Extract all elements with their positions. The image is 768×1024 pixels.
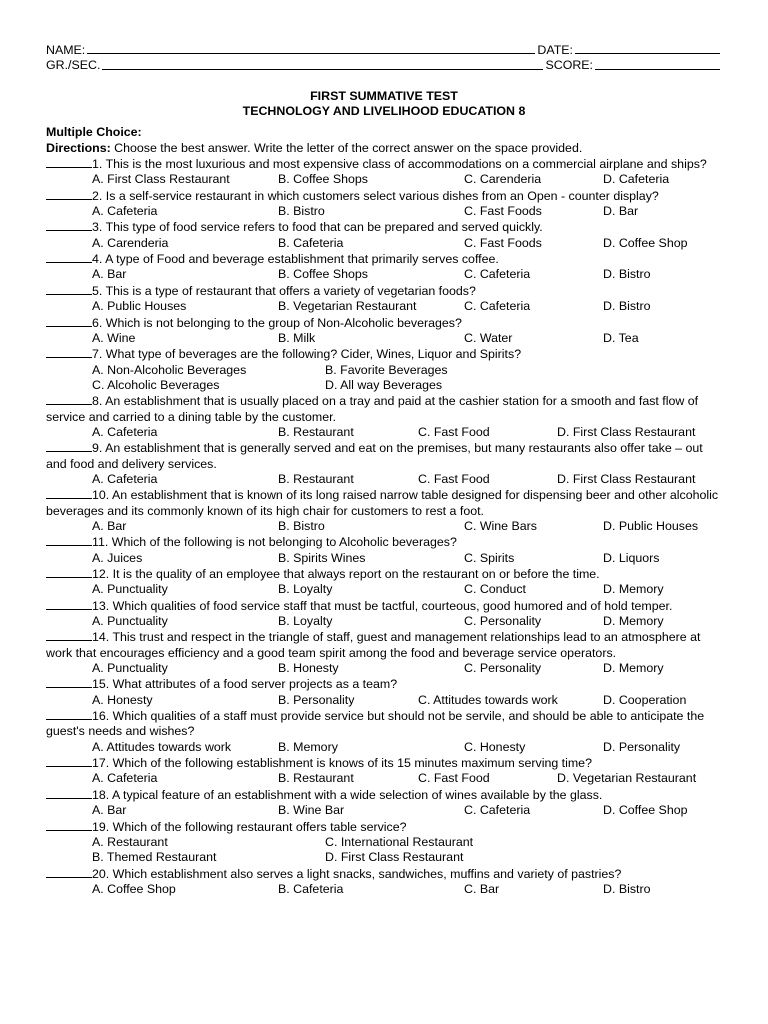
answer-blank[interactable] — [46, 598, 92, 610]
question-text — [46, 156, 722, 172]
question-prompt: It is the quality of an employee that always report on the restaurant on or before the time. — [112, 567, 600, 581]
question-number: 17. — [92, 756, 113, 771]
choice-option: D. Public Houses — [603, 518, 699, 533]
subject-title: TECHNOLOGY AND LIVELIHOOD EDUCATION 8 — [242, 104, 526, 119]
answer-blank[interactable] — [46, 346, 92, 358]
test-title: FIRST SUMMATIVE TEST — [310, 88, 458, 103]
choice-option: B. Vegetarian Restaurant — [278, 299, 417, 314]
question-text — [46, 346, 722, 362]
choice-option: D. Tea — [603, 330, 639, 345]
choice-option: B. Themed Restaurant — [92, 850, 217, 865]
choice-option: A. Attitudes towards work — [92, 739, 232, 754]
answer-blank[interactable] — [46, 440, 92, 452]
question-text — [46, 534, 722, 550]
section-heading: Multiple Choice: — [46, 125, 142, 140]
question-item — [46, 629, 722, 676]
question-text — [46, 598, 722, 614]
choice-row — [46, 582, 722, 597]
choice-option: D. Coffee Shop — [603, 803, 688, 818]
question-number: 20. — [92, 866, 113, 881]
choice-option: A. Coffee Shop — [92, 881, 176, 896]
answer-blank[interactable] — [46, 219, 92, 231]
question-number: 10. — [92, 488, 112, 503]
question-text — [46, 819, 722, 835]
choice-option: C. Alcoholic Beverages — [92, 377, 220, 392]
choice-option: C. Bar — [464, 881, 500, 896]
choice-option: D. Bistro — [603, 267, 651, 282]
directions — [46, 141, 722, 156]
choice-option: A. Bar — [92, 518, 127, 533]
choice-option: D. Cooperation — [603, 692, 687, 707]
question-number: 5. — [92, 283, 106, 298]
choice-option: C. Water — [464, 330, 513, 345]
question-number: 19. — [92, 819, 113, 834]
question-text — [46, 219, 722, 235]
choice-row — [46, 236, 722, 251]
choice-row — [46, 204, 722, 219]
choice-option: D. Memory — [603, 661, 664, 676]
choice-option: D. Cafeteria — [603, 172, 670, 187]
choice-row — [46, 172, 722, 187]
choice-option: A. Cafeteria — [92, 471, 158, 486]
choice-option: C. Fast Foods — [464, 235, 542, 250]
choice-option: A. Bar — [92, 267, 127, 282]
choice-row — [46, 363, 722, 378]
question-number: 6. — [92, 315, 106, 330]
question-item — [46, 251, 722, 283]
choice-row — [46, 693, 722, 708]
directions-label: Directions: — [46, 140, 111, 155]
answer-blank[interactable] — [46, 393, 92, 405]
question-item — [46, 219, 722, 251]
name-blank[interactable] — [87, 43, 535, 54]
question-number: 7. — [92, 347, 106, 362]
choice-option: C. Personality — [464, 661, 542, 676]
date-blank[interactable] — [575, 43, 720, 54]
choice-option: A. Cafeteria — [92, 424, 158, 439]
answer-blank[interactable] — [46, 534, 92, 546]
answer-blank[interactable] — [46, 755, 92, 767]
choice-option: B. Memory — [278, 739, 338, 754]
question-item — [46, 787, 722, 819]
question-item — [46, 188, 722, 220]
choice-option: A. Restaurant — [92, 834, 168, 849]
question-prompt: What type of beverages are the following? Cider, Wines, Liquor and Spirits? — [105, 347, 522, 362]
choice-option: A. Punctuality — [92, 614, 168, 629]
question-item — [46, 283, 722, 315]
question-text — [46, 566, 722, 582]
answer-blank[interactable] — [46, 156, 92, 168]
question-prompt: A typical feature of an establishment with a wide selection of wines available by the glass. — [111, 787, 603, 802]
question-number: 14. — [92, 630, 113, 645]
choice-option: B. Loyalty — [278, 614, 333, 629]
name-date-row — [46, 43, 722, 58]
choice-option: A. Punctuality — [92, 582, 168, 597]
grsec-label: GR./SEC. — [46, 58, 101, 73]
question-item — [46, 708, 722, 755]
choice-option: D. Coffee Shop — [603, 235, 688, 250]
choice-option: A. Wine — [92, 330, 136, 345]
score-label: SCORE: — [545, 58, 593, 73]
choice-option: C. Attitudes towards work — [418, 692, 558, 707]
question-prompt: An establishment that is usually placed on a tray and paid at the cashier station for a smooth and fast flow of service and carried to a dining table by the customer. — [46, 394, 699, 424]
question-number: 4. — [92, 252, 106, 267]
choice-option: C. Cafeteria — [464, 803, 531, 818]
answer-blank[interactable] — [46, 676, 92, 688]
question-text — [46, 676, 722, 692]
question-number: 8. — [92, 394, 106, 409]
question-item — [46, 866, 722, 898]
choice-option: D. First Class Restaurant — [557, 424, 696, 439]
question-prompt: An establishment that is generally served and eat on the premises, but many restaurants also offer take – out and food and delivery services. — [46, 441, 703, 471]
choice-row — [46, 803, 722, 818]
question-item — [46, 755, 722, 787]
choice-option: D. First Class Restaurant — [325, 850, 464, 865]
question-prompt: An establishment that is known of its long raised narrow table designed for dispensing beer and other alcoholic beverages and its commonly known of its high chair for customers to rest a foot. — [46, 488, 719, 518]
score-blank[interactable] — [595, 58, 720, 69]
question-item — [46, 156, 722, 188]
question-item — [46, 534, 722, 566]
test-page — [46, 43, 722, 897]
choice-row — [46, 740, 722, 755]
choice-option: B. Loyalty — [278, 582, 333, 597]
choice-option: B. Milk — [278, 330, 316, 345]
choice-option: B. Restaurant — [278, 471, 354, 486]
question-prompt: This is the most luxurious and most expensive class of accommodations on a commercial airplane and ships? — [105, 157, 707, 172]
choice-option: C. International Restaurant — [325, 834, 474, 849]
choice-row — [46, 661, 722, 676]
question-prompt: Is a self-service restaurant in which customers select various dishes from an Open - counter display? — [105, 188, 659, 203]
question-item — [46, 566, 722, 598]
choice-option: B. Cafeteria — [278, 235, 344, 250]
date-label: DATE: — [537, 43, 573, 57]
question-prompt: What attributes of a food server projects as a team? — [112, 677, 398, 692]
question-text — [46, 440, 722, 472]
question-prompt: Which establishment also serves a light snacks, sandwiches, muffins and variety of pastries? — [112, 866, 622, 881]
grsec-score-row — [46, 58, 722, 73]
choice-row — [46, 378, 722, 393]
choice-row — [46, 771, 722, 786]
answer-blank[interactable] — [46, 629, 92, 641]
answer-blank[interactable] — [46, 566, 92, 578]
choice-row — [46, 882, 722, 897]
question-prompt: Which of the following is not belonging to Alcoholic beverages? — [111, 535, 457, 550]
choice-option: B. Personality — [278, 692, 355, 707]
question-prompt: Which of the following establishment is knows of its 15 minutes maximum serving time? — [112, 756, 592, 771]
choice-row — [46, 835, 722, 850]
question-number: 18. — [92, 787, 112, 802]
directions-text: Choose the best answer. Write the letter of the correct answer on the space provided. — [110, 140, 583, 155]
question-number: 3. — [92, 220, 106, 235]
answer-blank[interactable] — [46, 283, 92, 295]
choice-option: B. Spirits Wines — [278, 550, 366, 565]
question-number: 16. — [92, 709, 113, 724]
question-prompt: This type of food service refers to food that can be prepared and served quickly. — [105, 220, 543, 235]
choice-option: C. Cafeteria — [464, 299, 531, 314]
choice-option: C. Personality — [464, 614, 542, 629]
choice-option: B. Wine Bar — [278, 803, 345, 818]
choice-option: A. Honesty — [92, 692, 153, 707]
answer-blank[interactable] — [46, 188, 92, 200]
question-text — [46, 866, 722, 882]
question-text — [46, 787, 722, 803]
choice-option: C. Fast Food — [418, 424, 490, 439]
question-item — [46, 598, 722, 630]
question-list — [46, 156, 722, 897]
choice-option: B. Favorite Beverages — [325, 362, 448, 377]
question-number: 15. — [92, 677, 113, 692]
choice-row — [46, 331, 722, 346]
choice-row — [46, 425, 722, 440]
choice-option: C. Spirits — [464, 550, 515, 565]
answer-blank[interactable] — [46, 708, 92, 720]
choice-option: A. Cafeteria — [92, 771, 158, 786]
question-number: 13. — [92, 598, 113, 613]
choice-option: B. Restaurant — [278, 424, 354, 439]
question-text — [46, 315, 722, 331]
question-prompt: Which is not belonging to the group of Non-Alcoholic beverages? — [105, 315, 462, 330]
question-text — [46, 708, 722, 740]
choice-option: B. Honesty — [278, 661, 339, 676]
question-number: 12. — [92, 567, 113, 581]
choice-option: B. Coffee Shops — [278, 172, 369, 187]
choice-option: C. Conduct — [464, 582, 526, 597]
question-number: 11. — [92, 535, 112, 550]
question-item — [46, 676, 722, 708]
choice-option: C. Wine Bars — [464, 518, 537, 533]
name-label: NAME: — [46, 43, 86, 57]
choice-option: A. Punctuality — [92, 661, 168, 676]
question-prompt: This is a type of restaurant that offers a variety of vegetarian foods? — [105, 283, 476, 298]
question-item — [46, 487, 722, 534]
question-text — [46, 629, 722, 661]
answer-blank[interactable] — [46, 866, 92, 878]
question-number: 1. — [92, 157, 106, 172]
question-text — [46, 755, 722, 771]
choice-option: C. Honesty — [464, 739, 526, 754]
choice-option: D. All way Beverages — [325, 377, 443, 392]
grsec-blank[interactable] — [102, 58, 543, 69]
choice-row — [46, 519, 722, 534]
choice-option: D. Memory — [603, 582, 664, 597]
answer-blank[interactable] — [46, 787, 92, 799]
choice-option: C. Fast Food — [418, 471, 490, 486]
question-text — [46, 487, 722, 519]
question-item — [46, 440, 722, 487]
choice-option: D. Bistro — [603, 299, 651, 314]
choice-option: D. Vegetarian Restaurant — [557, 771, 697, 786]
choice-option: D. First Class Restaurant — [557, 471, 696, 486]
choice-option: C. Cafeteria — [464, 267, 531, 282]
choice-option: D. Liquors — [603, 550, 660, 565]
question-text — [46, 188, 722, 204]
choice-option: B. Bistro — [278, 518, 325, 533]
choice-row — [46, 850, 722, 865]
question-prompt: Which of the following restaurant offers table service? — [112, 819, 407, 834]
choice-option: D. Bistro — [603, 881, 651, 896]
question-item — [46, 393, 722, 440]
choice-option: B. Bistro — [278, 204, 325, 219]
choice-option: B. Cafeteria — [278, 881, 344, 896]
choice-option: C. Carenderia — [464, 172, 542, 187]
choice-option: D. Bar — [603, 204, 639, 219]
question-number: 9. — [92, 441, 106, 456]
question-prompt: A type of Food and beverage establishment that primarily serves coffee. — [105, 252, 499, 267]
choice-row — [46, 551, 722, 566]
choice-option: C. Fast Food — [418, 771, 490, 786]
question-text — [46, 283, 722, 299]
choice-option: B. Coffee Shops — [278, 267, 369, 282]
question-item — [46, 819, 722, 866]
choice-option: C. Fast Foods — [464, 204, 542, 219]
choice-option: A. Bar — [92, 803, 127, 818]
question-text — [46, 393, 722, 425]
answer-blank[interactable] — [46, 487, 92, 499]
question-item — [46, 346, 722, 393]
question-prompt: Which qualities of food service staff that must be tactful, courteous, good humored and of hold temper. — [112, 598, 673, 613]
answer-blank[interactable] — [46, 315, 92, 327]
question-number: 2. — [92, 188, 106, 203]
choice-option: A. Carenderia — [92, 235, 169, 250]
choice-option: A. Non-Alcoholic Beverages — [92, 362, 247, 377]
question-item — [46, 315, 722, 347]
choice-row — [46, 299, 722, 314]
choice-option: B. Restaurant — [278, 771, 354, 786]
choice-option: A. First Class Restaurant — [92, 172, 230, 187]
choice-option: A. Public Houses — [92, 299, 187, 314]
choice-option: A. Cafeteria — [92, 204, 158, 219]
answer-blank[interactable] — [46, 819, 92, 831]
choice-row — [46, 472, 722, 487]
choice-row — [46, 267, 722, 282]
answer-blank[interactable] — [46, 251, 92, 263]
question-prompt: Which qualities of a staff must provide service but should not be servile, and should be able to anticipate the guest's needs and wishes? — [46, 709, 705, 739]
choice-option: D. Personality — [603, 739, 681, 754]
question-prompt: This trust and respect in the triangle of staff, guest and management relationships lead to an atmosphere at work that encourages efficiency and a good team spirit among the food and beverage service operators. — [46, 630, 701, 660]
choice-option: D. Memory — [603, 614, 664, 629]
question-text — [46, 251, 722, 267]
choice-row — [46, 614, 722, 629]
choice-option: A. Juices — [92, 550, 143, 565]
